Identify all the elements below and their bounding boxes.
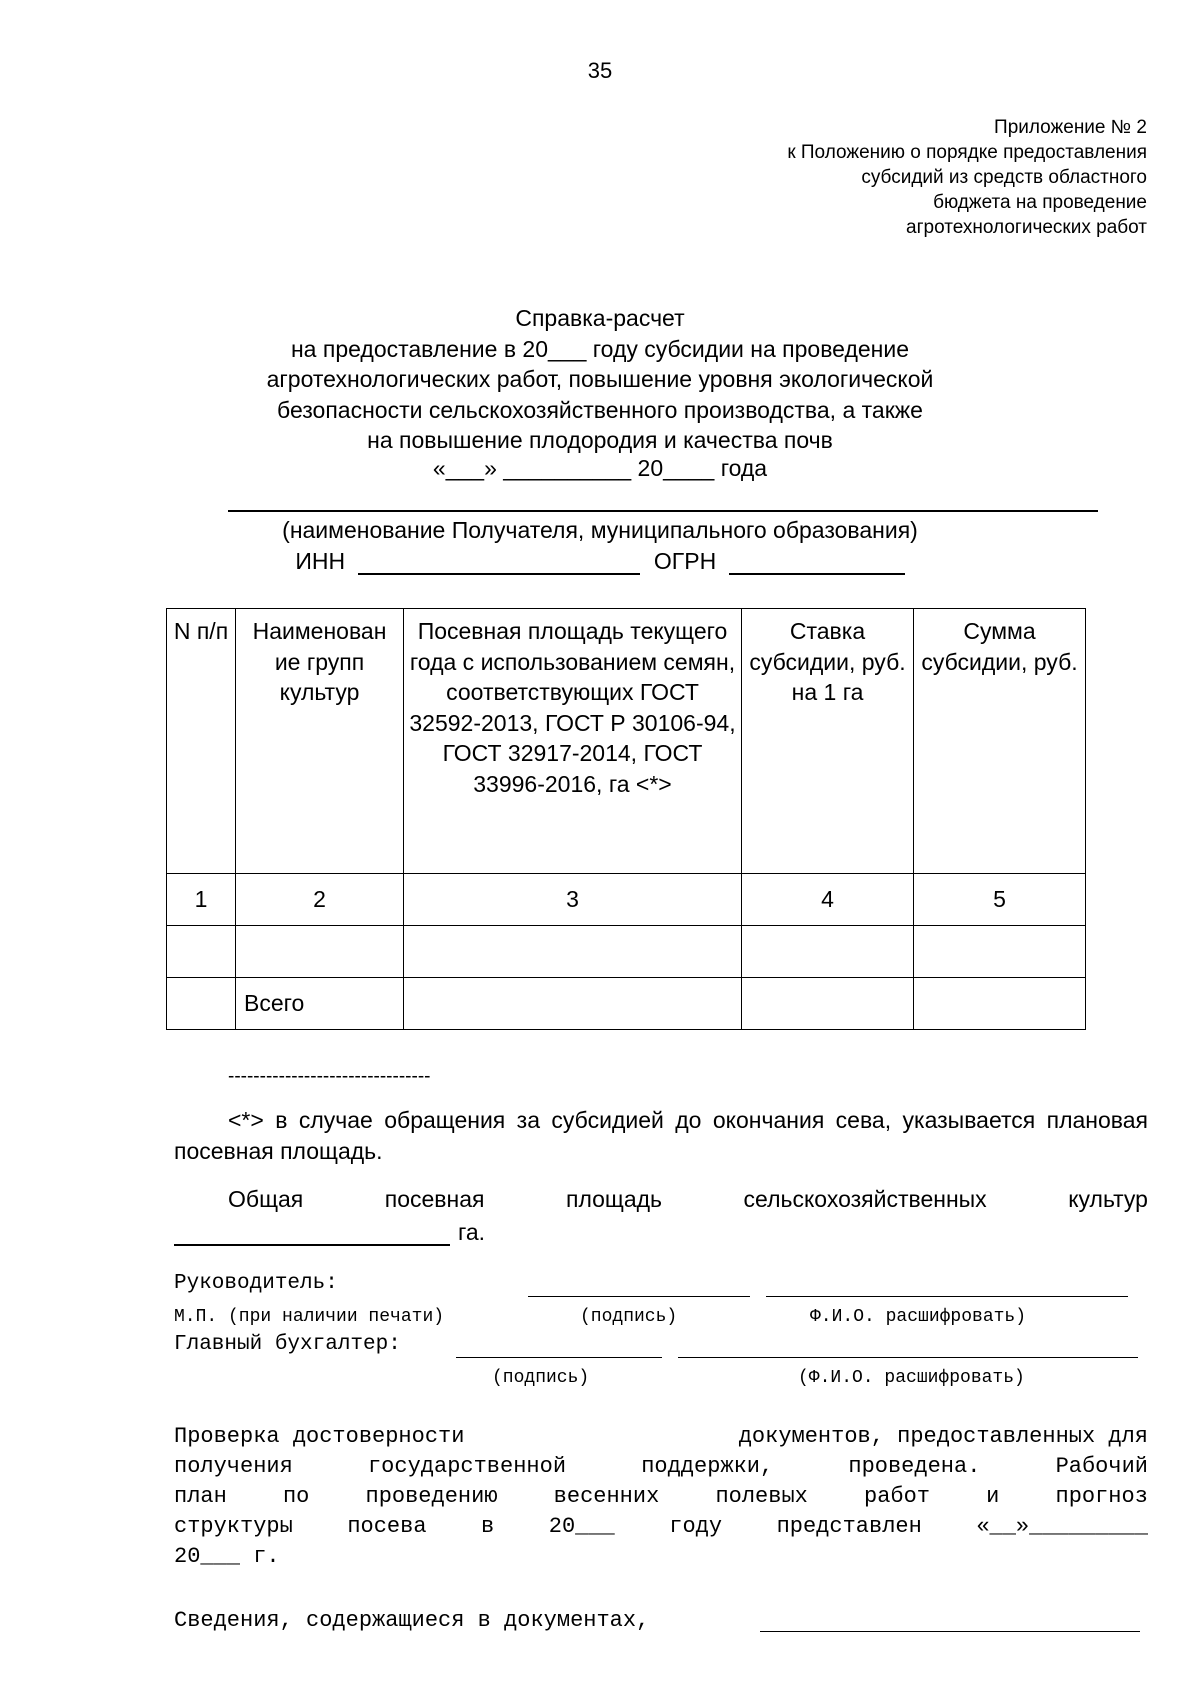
stamp-note: М.П. (при наличии печати) [174,1307,445,1327]
column-number: 3 [404,874,742,926]
verification-word: полевых [715,1484,808,1509]
verification-word: году [669,1514,723,1539]
verification-date-field[interactable]: «__»_________ [976,1514,1148,1539]
verification-word: 20___ [548,1514,615,1539]
header-cell: Сумма субсидии, руб. [914,609,1086,874]
table-cell[interactable] [404,926,742,978]
ogrn-blank[interactable] [729,553,905,575]
verification-line [174,1512,1148,1542]
page-number: 35 [587,58,613,83]
table-cell[interactable] [742,978,914,1030]
footnote [174,1105,1148,1167]
total-area-line [228,1186,1148,1213]
area-word: культур [1068,1186,1148,1212]
head-label: Руководитель: [174,1272,338,1295]
verification-word: по [282,1484,310,1509]
column-number: 1 [167,874,236,926]
verification-word: Рабочий [1055,1454,1148,1479]
header-cell: Посевная площадь текущего года с использованием семян, соответствующих ГОСТ 32592-2013, ГОСТ Р 30106-94, ГОСТ 32917-2014, ГОСТ 33996-2016, га <*> [404,609,742,874]
verification-line [174,1482,1148,1512]
table-cell[interactable] [742,926,914,978]
title-line: на предоставление в 20___ году субсидии на проведение [290,335,909,362]
area-word: площадь [565,1186,663,1212]
area-unit: га. [458,1219,486,1245]
head-signature-blank[interactable] [528,1296,750,1297]
accountant-label: Главный бухгалтер: [174,1333,401,1356]
verification-text: документов, предоставленных для [738,1424,1148,1449]
info-line: Сведения, содержащиеся в документах, [174,1608,650,1633]
signature-caption: (подпись) [580,1307,678,1327]
verification-word: проведению [365,1484,498,1509]
table-cell[interactable] [914,978,1086,1030]
footnote-separator: -------------------------------- [228,1066,431,1087]
table-cell[interactable] [404,978,742,1030]
header-cell: Наименован ие групп культур [236,609,404,874]
verification-word: структуры [174,1514,293,1539]
appendix-line: агротехнологических работ [906,217,1147,238]
verification-line [174,1422,1148,1452]
document-title [0,303,1200,456]
area-word: посевная [384,1186,485,1212]
appendix-line: к Положению о порядке предоставления [787,142,1147,163]
verification-word: прогноз [1055,1484,1148,1509]
signature-caption: (подпись) [492,1368,590,1388]
verification-word: работ [864,1484,931,1509]
title-line: агротехнологических работ, повышение уровня экологической [266,366,934,392]
verification-word: государственной [367,1454,567,1479]
total-area-blank[interactable] [174,1224,450,1246]
verification-paragraph [174,1422,1148,1572]
verification-line [174,1452,1148,1482]
inn-blank[interactable] [358,553,640,575]
appendix-line: бюджета на проведение [933,192,1147,213]
total-area-value [174,1219,485,1246]
area-word: сельскохозяйственных [743,1186,987,1212]
column-number: 5 [914,874,1086,926]
footnote-text: <*> в случае обращения за субсидией до окончания сева, указывается плановая посевная площадь. [174,1107,1148,1164]
verification-year-field[interactable]: 20___ г. [174,1544,280,1569]
verification-word: план [174,1484,227,1509]
title-line: Справка-расчет [515,305,685,331]
verification-word: проведена. [848,1454,981,1479]
verification-text: Проверка достоверности [174,1424,465,1449]
column-number-row [167,874,1086,926]
verification-word: получения [174,1454,293,1479]
verification-word: представлен [776,1514,922,1539]
table-cell[interactable] [167,926,236,978]
appendix-line: Приложение № 2 [994,117,1147,138]
total-row [167,978,1086,1030]
column-number: 2 [236,874,404,926]
recipient-name-line[interactable] [228,510,1098,512]
verification-word: в [481,1514,495,1539]
area-word: Общая [228,1186,304,1212]
table-cell[interactable] [914,926,1086,978]
table-cell[interactable] [236,926,404,978]
accountant-name-blank[interactable] [678,1357,1138,1358]
title-line: безопасности сельскохозяйственного производства, а также [277,396,923,423]
name-caption: Ф.И.О. расшифровать) [810,1307,1027,1327]
title-line: на повышение плодородия и качества почв [367,427,833,453]
total-label: Всего [236,978,404,1030]
appendix-header [787,115,1147,240]
subsidy-calc-table [166,608,1086,1030]
verification-word: и [986,1484,1000,1509]
verification-line [174,1542,1148,1572]
inn-label: ИНН [295,548,346,574]
header-cell: N п/п [167,609,236,874]
verification-word: весенних [553,1484,660,1509]
accountant-signature-blank[interactable] [456,1357,662,1358]
table-cell[interactable] [167,978,236,1030]
table-header-row [167,609,1086,874]
document-date: «___» __________ 20____ года [432,455,768,481]
verification-word: посева [347,1514,427,1539]
name-caption: (Ф.И.О. расшифровать) [798,1368,1025,1388]
appendix-line: субсидий из средств областного [861,167,1147,188]
table-row [167,926,1086,978]
verification-word: поддержки, [641,1454,774,1479]
info-blank[interactable] [760,1631,1140,1632]
header-cell: Ставка субсидии, руб. на 1 га [742,609,914,874]
inn-ogrn-line [0,548,1200,575]
head-name-blank[interactable] [766,1296,1128,1297]
ogrn-label: ОГРН [653,548,717,574]
column-number: 4 [742,874,914,926]
recipient-caption: (наименование Получателя, муниципального образования) [282,517,918,543]
